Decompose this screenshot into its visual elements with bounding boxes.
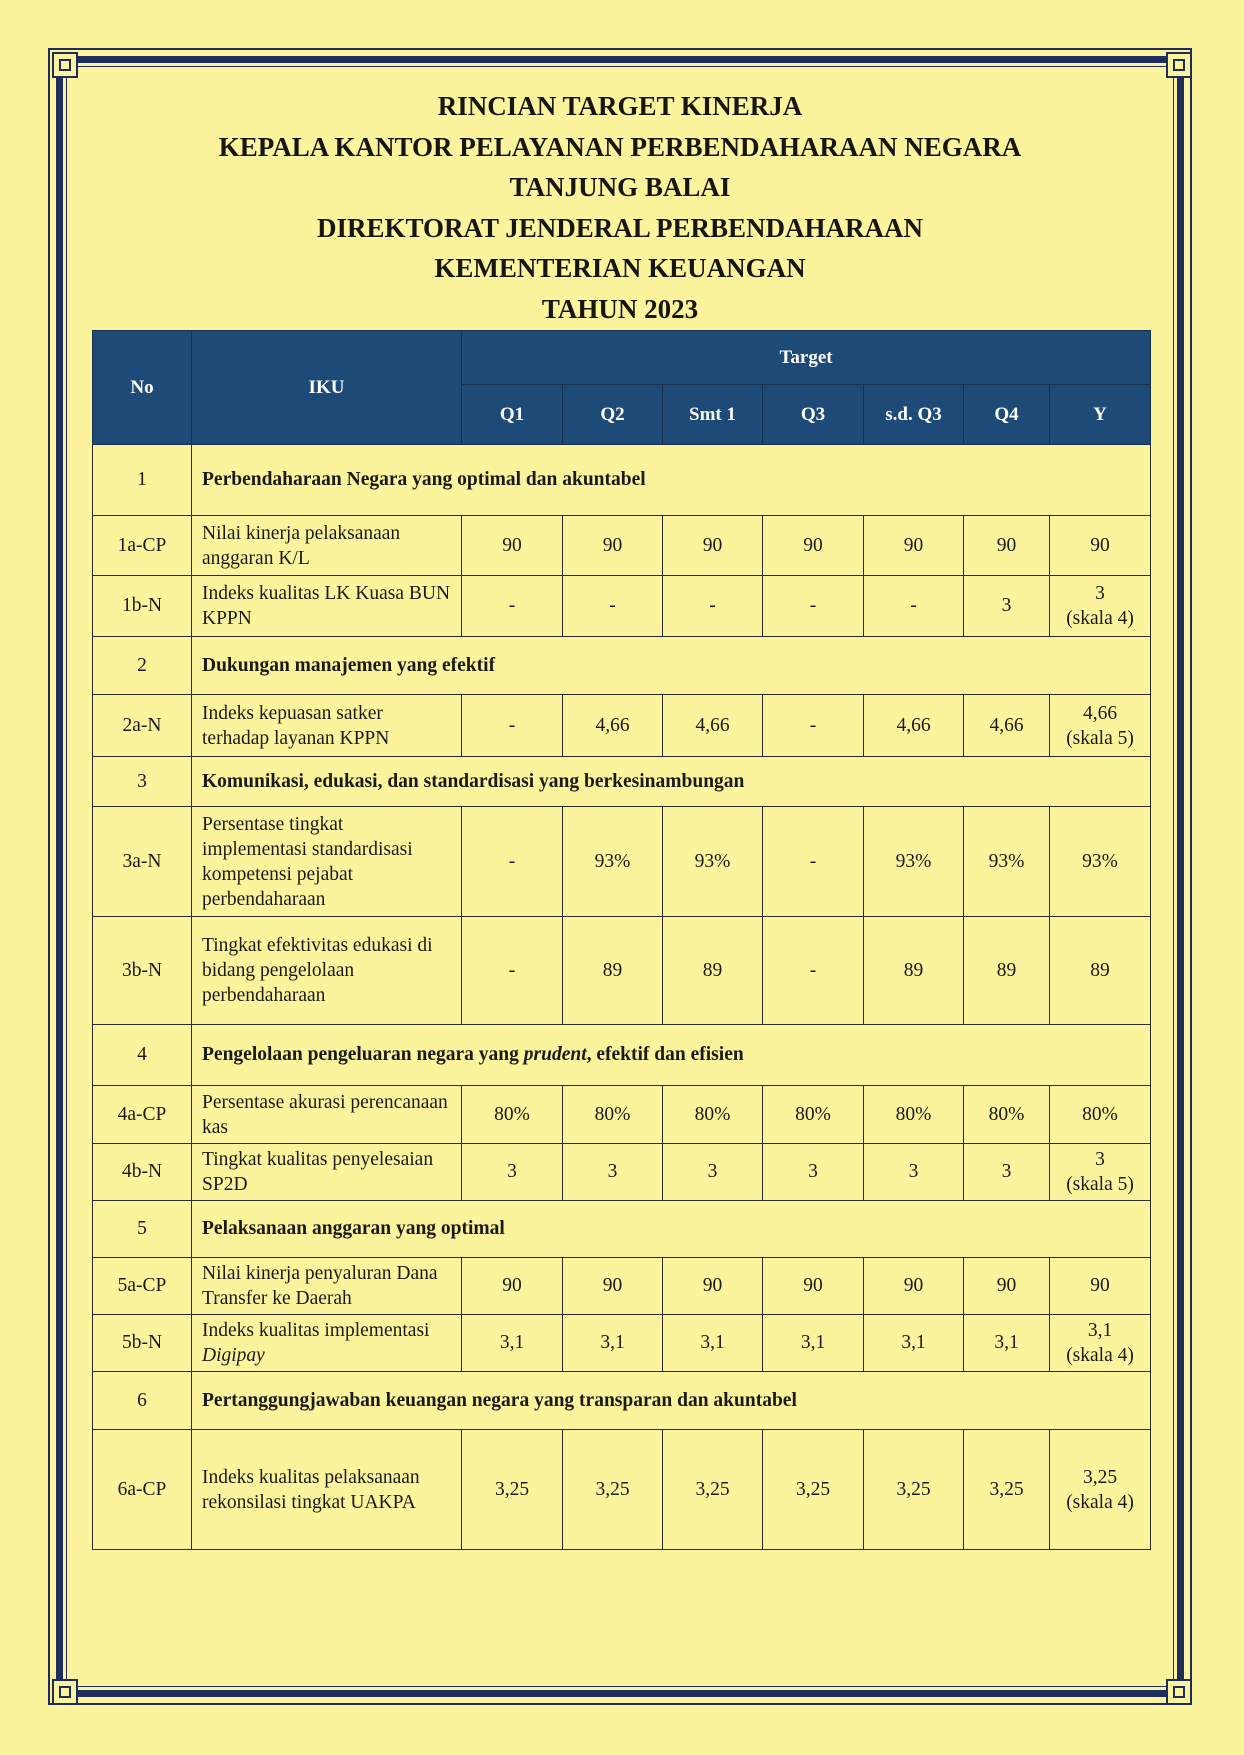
iku-description: Indeks kualitas LK Kuasa BUN KPPN (192, 576, 462, 637)
header-period: Q2 (563, 385, 663, 445)
target-value: 80% (663, 1086, 763, 1144)
target-value: - (763, 576, 864, 637)
target-value: 93% (864, 807, 964, 917)
target-value: 4,66 (964, 695, 1050, 757)
target-value: 80% (964, 1086, 1050, 1144)
group-no: 6 (93, 1372, 192, 1430)
table-row (93, 516, 1151, 576)
target-value-annual (1050, 695, 1151, 757)
target-value: 4,66 (563, 695, 663, 757)
annual-value: 3 (1095, 1149, 1105, 1170)
target-value: 3,25 (563, 1430, 663, 1550)
table-row (93, 917, 1151, 1025)
target-value: 3,25 (462, 1430, 563, 1550)
target-value: 3,1 (964, 1315, 1050, 1372)
scale-note: (skala 4) (1066, 1345, 1134, 1366)
iku-description: Tingkat kualitas penyelesaian SP2D (192, 1144, 462, 1201)
target-value-annual: 80% (1050, 1086, 1151, 1144)
iku-description: Indeks kualitas pelaksanaan rekonsilasi tingkat UAKPA (192, 1430, 462, 1550)
target-value: - (462, 917, 563, 1025)
target-value-annual (1050, 1430, 1151, 1550)
group-row (93, 1201, 1151, 1258)
table-row (93, 1144, 1151, 1201)
group-title-suffix: , efektif dan efisien (586, 1044, 744, 1065)
target-value: 3,1 (763, 1315, 864, 1372)
iku-description-prefix: Indeks kualitas implementasi (202, 1320, 430, 1341)
target-value-annual: 93% (1050, 807, 1151, 917)
annual-value: 3,25 (1082, 1466, 1118, 1488)
target-value: 4,66 (864, 695, 964, 757)
group-row (93, 1372, 1151, 1430)
target-value: 3 (563, 1144, 663, 1201)
target-value: 93% (964, 807, 1050, 917)
group-no: 3 (93, 757, 192, 807)
iku-code: 4b-N (93, 1144, 192, 1201)
iku-description-emphasis: Digipay (202, 1345, 265, 1366)
target-value: 90 (663, 1258, 763, 1315)
group-no: 2 (93, 637, 192, 695)
table-row (93, 1315, 1151, 1372)
annual-value: 3,1 (1087, 1320, 1113, 1341)
title-line: KEMENTERIAN KEUANGAN (434, 253, 806, 283)
table-row (93, 576, 1151, 637)
target-value: 90 (763, 1258, 864, 1315)
table-row (93, 1430, 1151, 1550)
group-title: Pelaksanaan anggaran yang optimal (192, 1201, 1151, 1258)
group-title: Perbendaharaan Negara yang optimal dan akuntabel (192, 445, 1151, 516)
table-row (93, 807, 1151, 917)
title-line: TANJUNG BALAI (509, 172, 731, 202)
table-row (93, 1258, 1151, 1315)
target-value: 89 (663, 917, 763, 1025)
target-value: - (462, 576, 563, 637)
group-row (93, 445, 1151, 516)
title-line: DIREKTORAT JENDERAL PERBENDAHARAAN (316, 212, 924, 243)
corner-ornament (1166, 52, 1192, 78)
target-value: 3,1 (864, 1315, 964, 1372)
group-title (192, 1025, 1151, 1086)
target-value: 90 (964, 516, 1050, 576)
title-line: KEPALA KANTOR PELAYANAN PERBENDAHARAAN NEGARA (218, 131, 1022, 162)
corner-ornament (52, 1679, 78, 1705)
group-title-emphasis: prudent (523, 1044, 587, 1065)
target-value: - (864, 576, 964, 637)
target-value: - (462, 807, 563, 917)
target-value: - (763, 695, 864, 757)
iku-description: Tingkat efektivitas edukasi di bidang pengelolaan perbendaharaan (192, 917, 462, 1025)
target-value: 90 (462, 516, 563, 576)
table-row (93, 695, 1151, 757)
iku-description: Nilai kinerja penyaluran Dana Transfer ke Daerah (192, 1258, 462, 1315)
group-no: 4 (93, 1025, 192, 1086)
target-value: 3,25 (864, 1430, 964, 1550)
iku-description: Persentase akurasi perencanaan kas (192, 1086, 462, 1144)
document-title (100, 86, 1140, 329)
iku-code: 3b-N (93, 917, 192, 1025)
header-iku: IKU (192, 331, 462, 445)
title-line: RINCIAN TARGET KINERJA (437, 91, 803, 121)
group-title: Pertanggungjawaban keuangan negara yang transparan dan akuntabel (192, 1372, 1151, 1430)
target-value: 3,1 (663, 1315, 763, 1372)
iku-code: 1b-N (93, 576, 192, 637)
target-value: 90 (563, 516, 663, 576)
iku-description (192, 1315, 462, 1372)
target-value: 89 (864, 917, 964, 1025)
target-value-annual: 89 (1050, 917, 1151, 1025)
target-value: 80% (864, 1086, 964, 1144)
header-period: Y (1050, 385, 1151, 445)
target-value: 90 (563, 1258, 663, 1315)
target-value: 90 (964, 1258, 1050, 1315)
target-value: 90 (864, 516, 964, 576)
target-value: 3,25 (663, 1430, 763, 1550)
header-no: No (93, 331, 192, 445)
group-no: 5 (93, 1201, 192, 1258)
target-value: 90 (763, 516, 864, 576)
target-value: 80% (462, 1086, 563, 1144)
target-value-annual (1050, 1315, 1151, 1372)
scale-note: (skala 5) (1066, 1174, 1134, 1195)
annual-value: 4,66 (1082, 702, 1118, 724)
iku-description: Nilai kinerja pelaksanaan anggaran K/L (192, 516, 462, 576)
table-row (93, 1086, 1151, 1144)
group-row (93, 637, 1151, 695)
target-value: 80% (763, 1086, 864, 1144)
target-value: 93% (663, 807, 763, 917)
target-value: 3,25 (763, 1430, 864, 1550)
target-value: - (563, 576, 663, 637)
iku-code: 6a-CP (93, 1430, 192, 1550)
target-value: 3 (964, 1144, 1050, 1201)
target-value-annual (1050, 1144, 1151, 1201)
target-value-annual: 90 (1050, 516, 1151, 576)
target-value: - (763, 917, 864, 1025)
corner-ornament (52, 52, 78, 78)
header-period: s.d. Q3 (864, 385, 964, 445)
group-title: Komunikasi, edukasi, dan standardisasi yang berkesinambungan (192, 757, 1151, 807)
target-value: 89 (563, 917, 663, 1025)
header-period: Q4 (964, 385, 1050, 445)
iku-code: 5a-CP (93, 1258, 192, 1315)
scale-note: (skala 4) (1066, 1491, 1134, 1513)
header-target: Target (462, 331, 1151, 385)
target-value: 3,1 (462, 1315, 563, 1372)
scale-note: (skala 5) (1066, 727, 1134, 749)
iku-code: 2a-N (93, 695, 192, 757)
header-period: Smt 1 (663, 385, 763, 445)
target-value: 93% (563, 807, 663, 917)
target-value: 3 (964, 576, 1050, 637)
target-value: 90 (864, 1258, 964, 1315)
group-row (93, 1025, 1151, 1086)
target-value: - (462, 695, 563, 757)
annual-value: 3 (1095, 583, 1105, 604)
header-period: Q3 (763, 385, 864, 445)
corner-ornament (1166, 1679, 1192, 1705)
group-row (93, 757, 1151, 807)
performance-target-table (92, 330, 1151, 1550)
target-value: 3,1 (563, 1315, 663, 1372)
header-period: Q1 (462, 385, 563, 445)
target-value: 3 (462, 1144, 563, 1201)
target-value: 89 (964, 917, 1050, 1025)
iku-description: Persentase tingkat implementasi standardisasi kompetensi pejabat perbendaharaan (192, 807, 462, 917)
iku-code: 5b-N (93, 1315, 192, 1372)
target-value-annual: 90 (1050, 1258, 1151, 1315)
iku-code: 3a-N (93, 807, 192, 917)
target-value: - (663, 576, 763, 637)
iku-code: 1a-CP (93, 516, 192, 576)
group-title: Dukungan manajemen yang efektif (192, 637, 1151, 695)
target-value: 3 (763, 1144, 864, 1201)
target-value: 3 (864, 1144, 964, 1201)
iku-code: 4a-CP (93, 1086, 192, 1144)
target-value: - (763, 807, 864, 917)
scale-note: (skala 4) (1066, 608, 1134, 629)
target-value-annual (1050, 576, 1151, 637)
target-value: 90 (462, 1258, 563, 1315)
group-no: 1 (93, 445, 192, 516)
target-value: 3 (663, 1144, 763, 1201)
target-value: 90 (663, 516, 763, 576)
target-value: 4,66 (663, 695, 763, 757)
iku-description: Indeks kepuasan satker terhadap layanan KPPN (192, 695, 462, 757)
target-value: 80% (563, 1086, 663, 1144)
target-value: 3,25 (964, 1430, 1050, 1550)
title-line: TAHUN 2023 (541, 293, 699, 324)
group-title-prefix: Pengelolaan pengeluaran negara yang (202, 1044, 524, 1065)
